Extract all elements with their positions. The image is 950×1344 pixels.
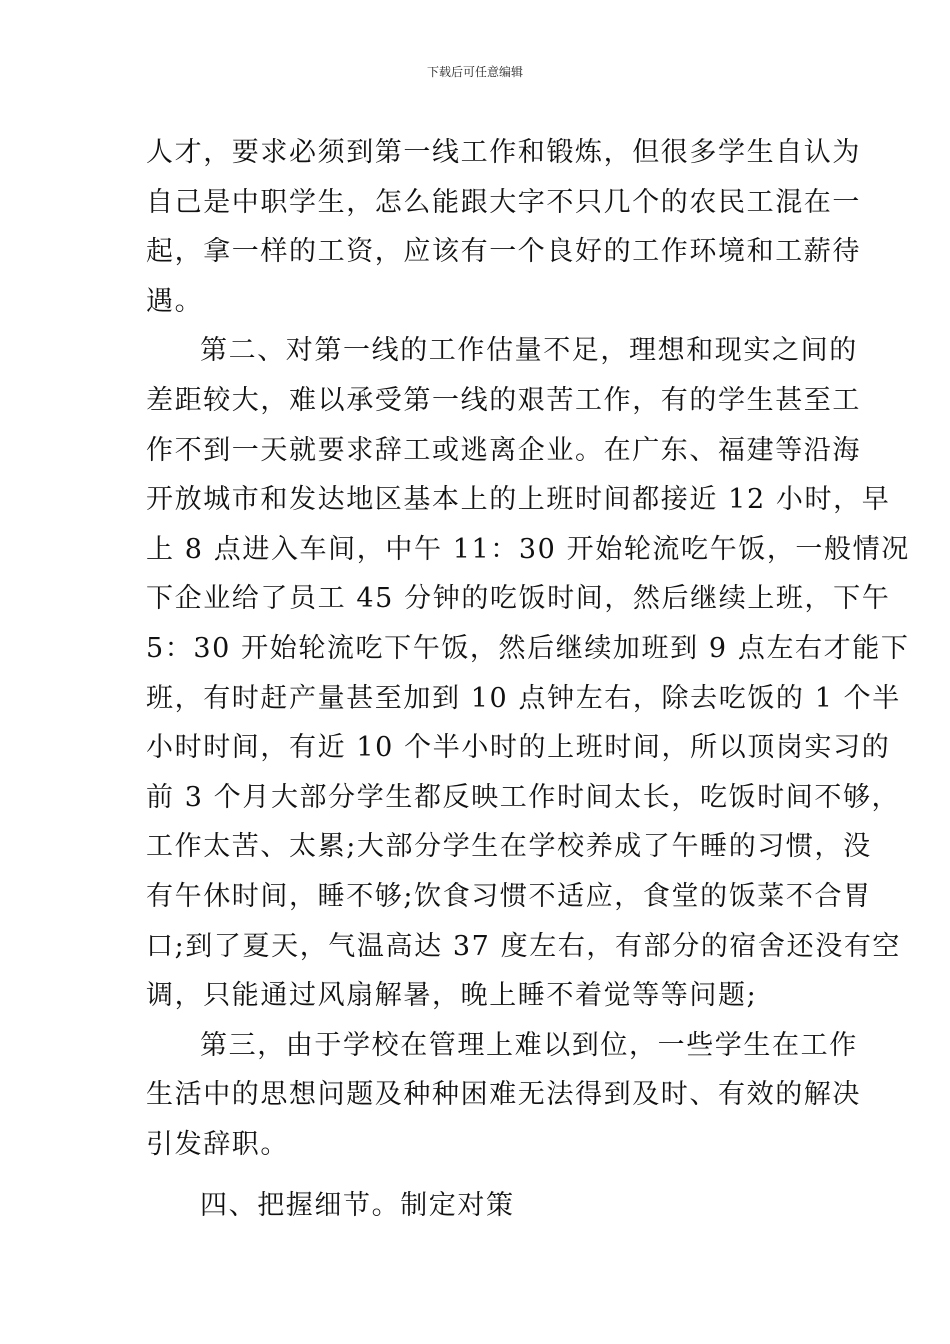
text-line: 工作太苦、太累;大部分学生在学校养成了午睡的习惯，没 <box>146 831 872 863</box>
section-heading <box>146 1181 806 1231</box>
paragraph-1 <box>146 128 861 326</box>
text-line: 生活中的思想问题及种种困难无法得到及时、有效的解决 <box>146 1079 861 1111</box>
paragraph-2 <box>146 326 910 1020</box>
document-body <box>146 128 910 1231</box>
text-line: 口;到了夏天，气温高达 37 度左右，有部分的宿舍还没有空 <box>146 930 902 962</box>
text-line: 第三，由于学校在管理上难以到位，一些学生在工作 <box>200 1029 858 1061</box>
page-header: 下载后可任意编辑 <box>426 65 523 79</box>
text-line: 第二、对第一线的工作估量不足，理想和现实之间的 <box>200 335 858 367</box>
text-line: 前 3 个月大部分学生都反映工作时间太长，吃饭时间不够， <box>146 781 901 813</box>
text-line: 四、把握细节。制定对策 <box>200 1190 515 1222</box>
text-line: 作不到一天就要求辞工或逃离企业。在广东、福建等沿海 <box>146 434 861 466</box>
text-line: 起，拿一样的工资，应该有一个良好的工作环境和工薪待 <box>146 236 861 268</box>
text-line: 有午休时间，睡不够;饮食习惯不适应，食堂的饭菜不合胃 <box>146 880 872 912</box>
text-line: 下企业给了员工 45 分钟的吃饭时间，然后继续上班，下午 <box>146 583 891 615</box>
text-line: 上 8 点进入车间，中午 11：30 开始轮流吃午饭，一般情况 <box>146 533 910 565</box>
text-line: 人才，要求必须到第一线工作和锻炼，但很多学生自认为 <box>146 137 861 168</box>
text-line: 开放城市和发达地区基本上的上班时间都接近 12 小时，早 <box>146 484 891 516</box>
text-line: 班，有时赶产量甚至加到 10 点钟左右，除去吃饭的 1 个半 <box>146 682 901 714</box>
text-line: 差距较大，难以承受第一线的艰苦工作，有的学生甚至工 <box>146 384 861 416</box>
text-line: 遇。 <box>146 285 204 317</box>
text-line: 引发辞职。 <box>146 1128 289 1160</box>
paragraph-3 <box>146 1021 861 1170</box>
text-line: 小时时间，有近 10 个半小时的上班时间，所以顶岗实习的 <box>146 732 891 764</box>
text-line: 自己是中职学生，怎么能跟大字不只几个的农民工混在一 <box>146 186 861 218</box>
text-line: 调，只能通过风扇解暑，晚上睡不着觉等等问题; <box>146 980 758 1012</box>
text-line: 5：30 开始轮流吃下午饭，然后继续加班到 9 点左右才能下 <box>146 632 910 664</box>
